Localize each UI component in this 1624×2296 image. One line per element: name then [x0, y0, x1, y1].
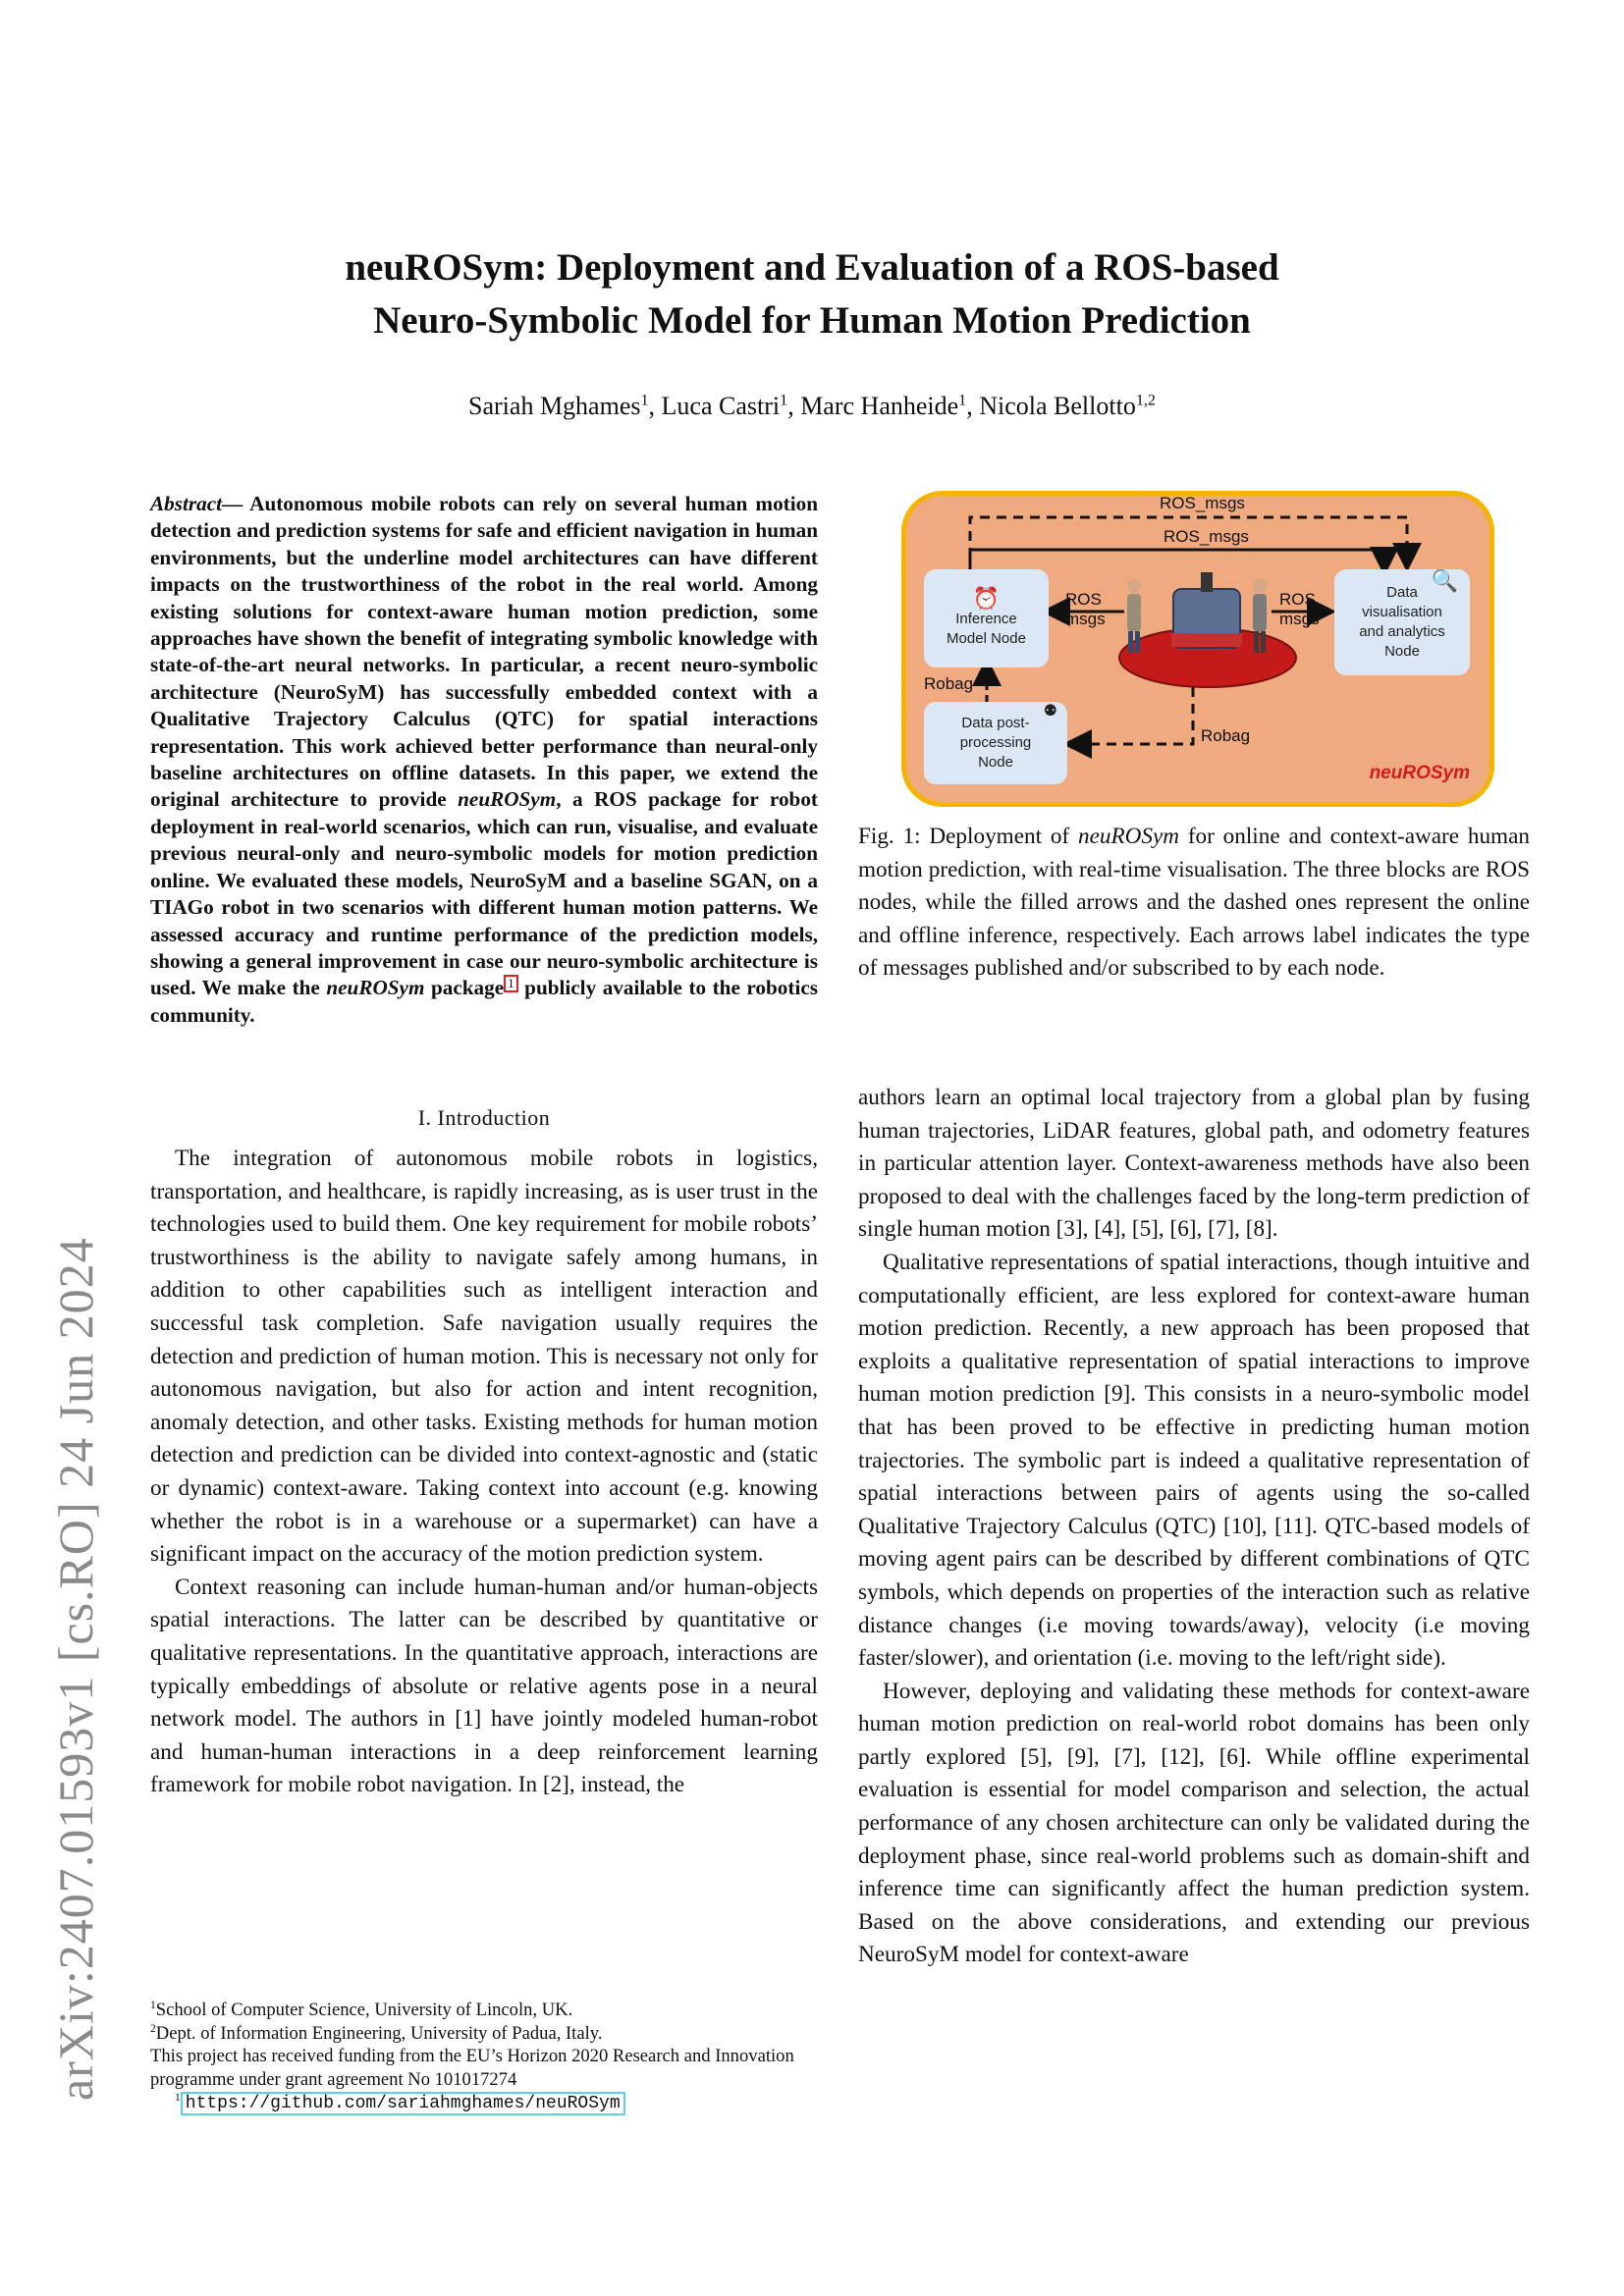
abstract-text: , a ROS package for robot deployment in real-world scenarios, which can run, visualise, and evaluate previous neural-only and neuro-symbolic models for motion prediction online. We evaluated these models, NeuroSyM and a baseline SGAN, on a TIAGo robot in two scenarios with different human motion patterns. We assessed accuracy and runtime performance of the prediction models, showing a general improvement in case our neuro-symbolic architecture is used. We make the: [150, 787, 818, 1000]
author-name: Sariah Mghames: [468, 392, 641, 420]
abstract-text: Autonomous mobile robots can rely on several human motion detection and prediction systems for safe and efficient navigation in human environments, but the underline model architectures can have different impacts on the trustworthiness of the robot in the real world. Among existing solutions for context-aware human motion prediction, some approaches have shown the benefit of integrating symbolic knowledge with state-of-the-art neural networks. In particular, a recent neuro-symbolic architecture (NeuroSyM) has successfully embedded context with a Qualitative Trajectory Calculus (QTC) for spatial interactions representation. This work achieved better performance than neural-only baseline architectures on offline datasets. In this paper, we extend the original architecture to provide: [150, 492, 818, 812]
visualisation-node: Data visualisation and analytics Node 🔍: [1334, 569, 1470, 675]
footnote-mark: 1: [150, 1999, 156, 2011]
author-affiliation: 1,2: [1135, 392, 1156, 409]
paragraph: The integration of autonomous mobile robots in logistics, transportation, and healthcare, is rapidly increasing, as is user trust in the technologies used to build them. One key requirement for mobile robots’ trustworthiness is the ability to navigate safely among humans, in addition to other capabilities such as intelligent interaction and successful task completion. Safe navigation usually requires the detection and prediction of human motion. This is necessary not only for autonomous navigation, but also for action and intent recognition, anomaly detection, and other tasks. Existing methods for human motion detection and prediction can be divided into context-agnostic and (static or dynamic) context-aware. Taking context into account (e.g. knowing whether the robot is in a warehouse or a supermarket) can have a significant impact on the accuracy of the motion prediction system.: [150, 1146, 818, 1568]
footnote-funding: This project has received funding from the EU’s Horizon 2020 Research and Innovation programme under grant agreement No 101017274: [150, 2046, 794, 2090]
postprocessing-node: ⚉ Data post- processing Node: [924, 702, 1067, 784]
inference-node: ⏰ Inference Model Node: [924, 569, 1049, 667]
title-line-2: Neuro-Symbolic Model for Human Motion Prediction: [373, 299, 1251, 342]
footnote-affiliation-2: [150, 2022, 818, 2046]
intro-left-column: [150, 1143, 818, 1802]
author-affiliation: 1: [780, 392, 788, 409]
paper-title: [157, 241, 1467, 347]
author-name: Nicola Bellotto: [979, 392, 1136, 420]
footnote-link[interactable]: 1: [504, 975, 518, 992]
footnotes: [150, 1999, 818, 2116]
author-name: Luca Castri: [661, 392, 781, 420]
abstract-dash: —: [222, 492, 244, 515]
footnote-mark: 1: [175, 2091, 181, 2104]
figure-1: [901, 491, 1494, 807]
robag-bottom-label: Robag: [1201, 726, 1251, 745]
clock-icon: ⏰: [972, 586, 1001, 611]
hierarchy-icon: ⚉: [1043, 703, 1057, 720]
top-arrow-label: ROS_msgs: [1160, 494, 1245, 512]
robag-left-label: Robag: [924, 674, 974, 693]
caption-text: Fig. 1: Deployment of: [858, 824, 1078, 849]
author-affiliation: 1: [958, 392, 967, 409]
abstract-text: package: [424, 976, 505, 1000]
left-arrow-label: ROS msgs: [1065, 590, 1106, 628]
abstract-label: Abstract: [150, 492, 222, 515]
footnote-mark: 2: [150, 2022, 156, 2035]
abstract-emphasis: neuROSym: [458, 787, 557, 812]
footnote-url-line: [175, 2091, 818, 2116]
abstract: [150, 491, 818, 1029]
arxiv-stamp: arXiv:2407.01593v1 [cs.RO] 24 Jun 2024: [48, 1237, 103, 2101]
mid-arrow-label: ROS_msgs: [1164, 527, 1249, 546]
caption-emphasis: neuROSym: [1077, 824, 1179, 849]
repository-link[interactable]: https://github.com/sariahmghames/neuROSym: [181, 2092, 625, 2115]
paragraph: Context reasoning can include human-human and/or human-objects spatial interactions. The latter can be described by quantitative or qualitative representations. In the quantitative approach, interactions are typically embeddings of absolute or relative agents pose in a neural network model. The authors in [1] have jointly modeled human-robot and human-human interactions in a deep reinforcement learning framework for mobile robot navigation. In [2], instead, the: [150, 1574, 818, 1798]
footnote-text: Dept. of Information Engineering, University of Padua, Italy.: [155, 2022, 603, 2044]
right-arrow-label: ROS msgs: [1279, 590, 1320, 628]
footnote-affiliation-1: [150, 1999, 818, 2022]
author-affiliation: 1: [640, 392, 649, 409]
author-name: Marc Hanheide: [800, 392, 959, 420]
figure-caption: [858, 821, 1530, 986]
footnote-text: School of Computer Science, University of Lincoln, UK.: [155, 2000, 573, 2020]
analytics-magnifier-icon: 🔍: [1431, 568, 1458, 593]
paragraph: Qualitative representations of spatial interactions, though intuitive and computationally efficient, are less explored for context-aware human motion prediction. Recently, a new approach has been proposed that exploits a qualitative representation of spatial interactions to improve human motion prediction [9]. This consists in a neuro-symbolic model that has been proved to be effective in predicting human motion trajectories. The symbolic part is indeed a qualitative representation of spatial interactions between pairs of agents using the so-called Qualitative Trajectory Calculus (QTC) [10], [11]. QTC-based models of moving agent pairs can be described by different combinations of QTC symbols, which depends on properties of the interaction such as relative distance changes (i.e moving towards/away), velocity (i.e moving faster/slower), and orientation (i.e. moving to the left/right side).: [858, 1249, 1530, 1672]
paragraph: However, deploying and validating these methods for context-aware human motion prediction on real-world robot domains has been only partly explored [5], [9], [7], [12], [6]. While offline experimental evaluation is essential for model comparison and selection, the actual performance of any chosen architecture can only be validated during the deployment phase, since real-world problems such as domain-shift and inference time can significantly affect the human prediction system. Based on the above considerations, and extending our previous NeuroSyM model for context-aware: [858, 1678, 1530, 1968]
title-line-1: neuROSym: Deployment and Evaluation of a ROS-based: [345, 246, 1279, 289]
caption-text: for online and context-aware human motion prediction, with real-time visualisation. The three blocks are ROS nodes, while the filled arrows and the dashed ones represent the online and offline inference, respectively. Each arrows label indicates the type of messages published and/or subscribed to by each node.: [858, 824, 1530, 982]
author-list: Sariah Mghames$^1$, Luca Castri$^1$, Marc Hanheide$^1$, Nicola Bellotto$^{1,2}$: [468, 392, 1156, 420]
abstract-emphasis: neuROSym: [326, 976, 425, 1000]
figure-brand-label: neuROSym: [1369, 763, 1470, 783]
abstract-text: publicly available to the robotics community.: [150, 976, 818, 1027]
section-heading: I. Introduction: [417, 1105, 551, 1130]
paragraph: authors learn an optimal local trajectory from a global plan by fusing human trajectories, LiDAR features, global path, and odometry features in particular attention layer. Context-awareness methods have also been proposed to deal with the challenges faced by the long-term prediction of single human motion [3], [4], [5], [6], [7], [8].: [858, 1085, 1530, 1243]
intro-right-column: [858, 1082, 1530, 1972]
